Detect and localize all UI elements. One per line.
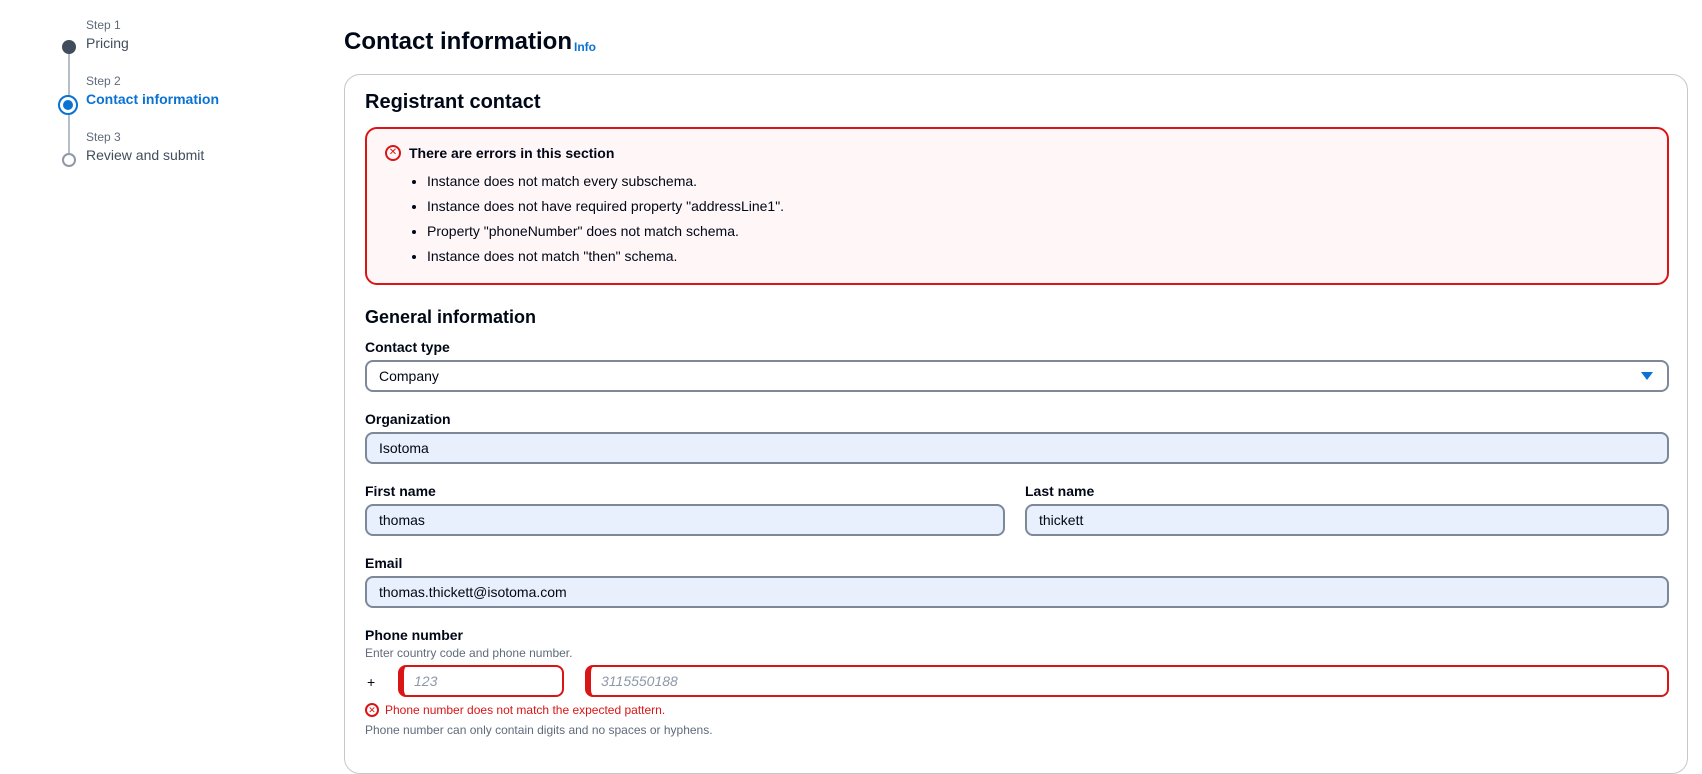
email-label: Email	[365, 555, 403, 571]
last-name-input[interactable]: thickett	[1025, 504, 1669, 536]
step-pending-icon	[62, 153, 76, 167]
section-title: Registrant contact	[365, 91, 541, 113]
phone-error-text: Phone number does not match the expected pattern.	[385, 703, 666, 717]
error-circle-icon: ✕	[385, 145, 401, 161]
error-summary	[365, 127, 1669, 285]
contact-type-label: Contact type	[365, 339, 450, 355]
info-link[interactable]: Info	[574, 40, 596, 54]
step-number: Step 2	[86, 74, 121, 88]
page-title: Contact information	[344, 28, 572, 55]
step-connector	[68, 115, 70, 153]
organization-label: Organization	[365, 411, 451, 427]
general-information-title: General information	[365, 307, 537, 327]
first-name-label: First name	[365, 483, 436, 499]
step-label: Contact information	[86, 91, 219, 107]
last-name-label: Last name	[1025, 483, 1095, 499]
step-current-icon	[58, 95, 78, 115]
wizard-step-review-and-submit	[86, 129, 204, 165]
error-summary-heading	[385, 145, 614, 161]
phone-number-input[interactable]: 3115550188	[585, 665, 1669, 697]
wizard-step-pricing[interactable]	[86, 17, 129, 53]
first-name-input[interactable]: thomas	[365, 504, 1005, 536]
step-number: Step 1	[86, 18, 121, 32]
phone-constraint-text: Phone number can only contain digits and no spaces or hyphens.	[365, 723, 713, 737]
error-item: • Instance does not match "then" schema.	[427, 244, 784, 269]
step-number: Step 3	[86, 130, 121, 144]
email-input[interactable]: thomas.thickett@isotoma.com	[365, 576, 1669, 608]
error-list	[409, 169, 784, 269]
error-item: • Instance does not match every subschema.	[427, 169, 784, 194]
error-item: • Instance does not have required property "addressLine1".	[427, 194, 784, 219]
organization-input[interactable]: Isotoma	[365, 432, 1669, 464]
phone-prefix: +	[367, 674, 376, 690]
step-connector	[68, 54, 70, 95]
step-label[interactable]: Pricing	[86, 35, 129, 51]
step-label: Review and submit	[86, 147, 205, 163]
wizard-step-contact-information	[86, 73, 219, 109]
step-complete-icon	[62, 40, 76, 54]
phone-number-description: Enter country code and phone number.	[365, 646, 573, 660]
contact-type-value: Company	[379, 368, 439, 384]
contact-type-select[interactable]	[365, 360, 1669, 392]
caret-down-icon	[1641, 372, 1653, 380]
phone-error-message	[365, 702, 665, 718]
phone-number-label: Phone number	[365, 627, 464, 643]
error-item: • Property "phoneNumber" does not match schema.	[427, 219, 784, 244]
country-code-input[interactable]: 123	[398, 665, 564, 697]
error-heading-text: There are errors in this section	[409, 145, 615, 161]
error-circle-icon: ✕	[365, 703, 379, 717]
